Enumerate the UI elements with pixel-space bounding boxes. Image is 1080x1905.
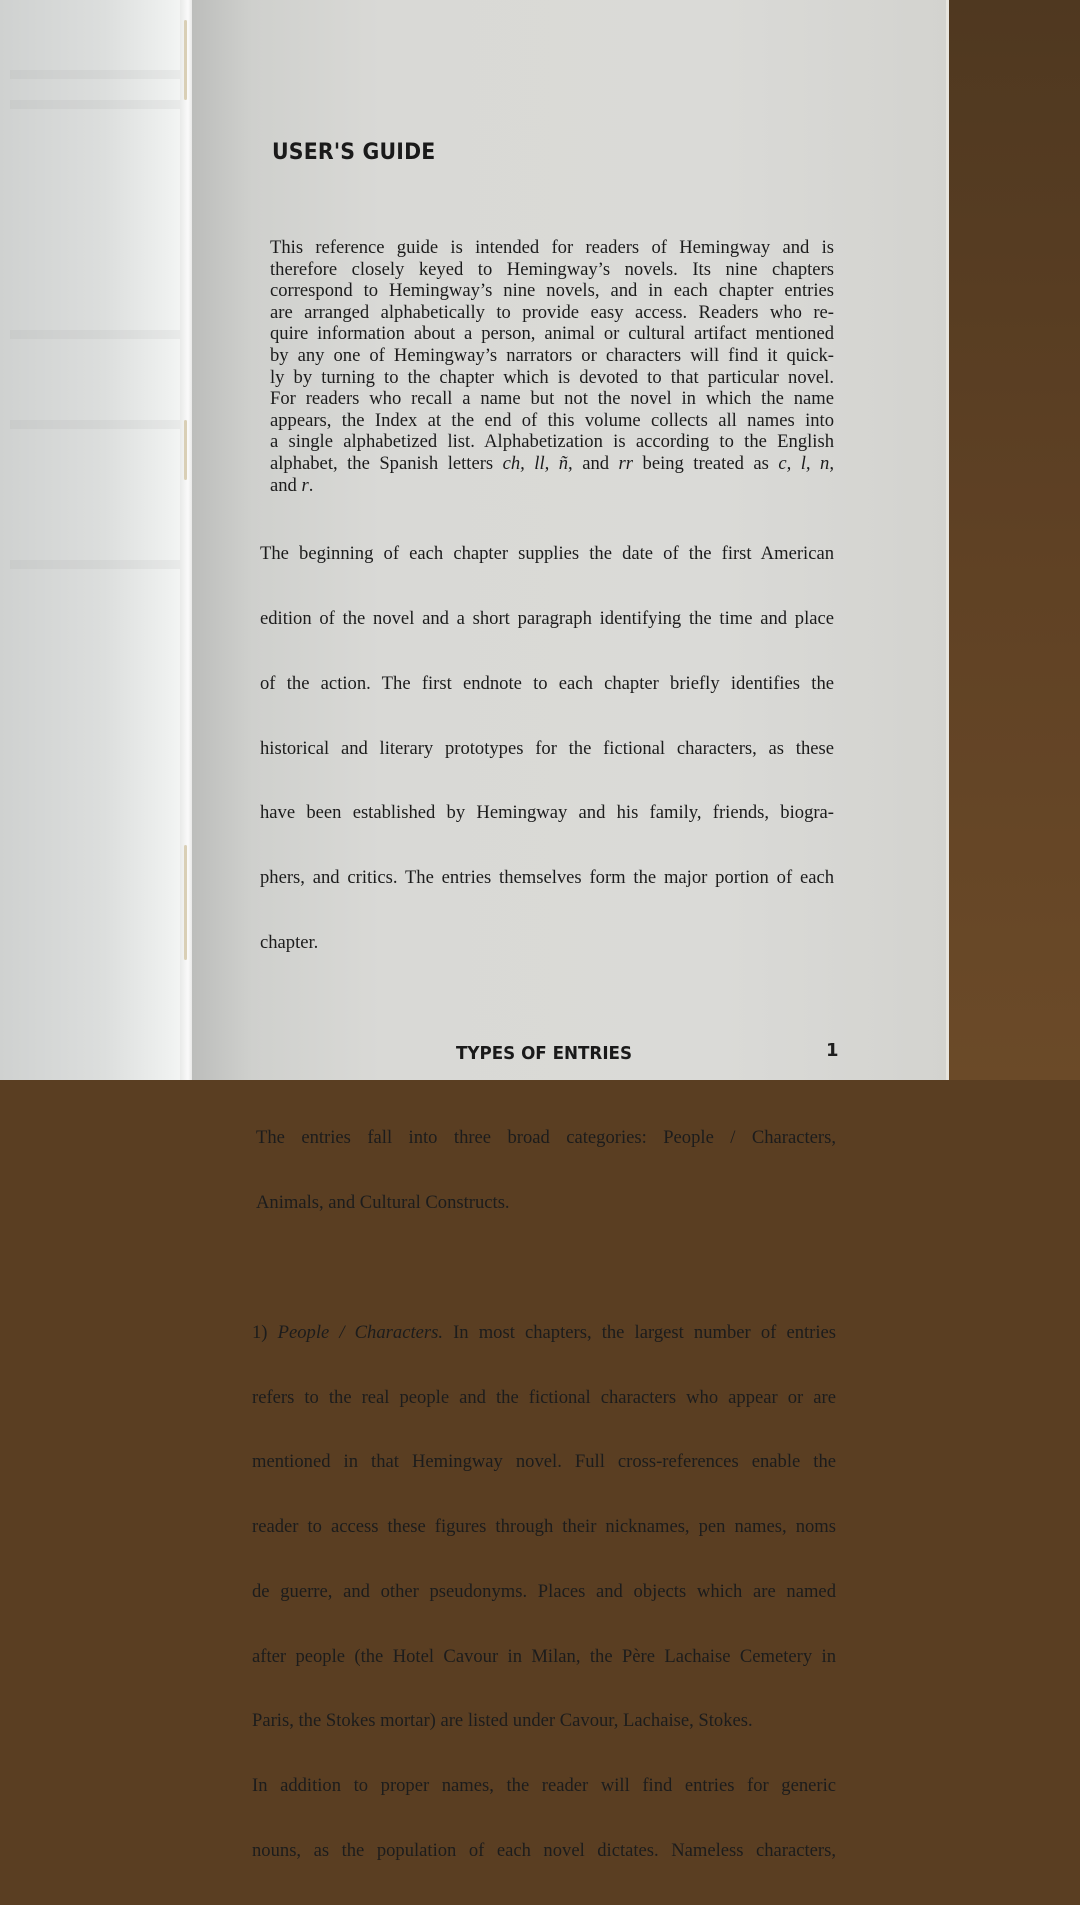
text-line: mentioned in that Hemingway novel. Full cross-references enable the bbox=[252, 1451, 836, 1473]
text-line: de guerre, and other pseudonyms. Places and objects which are named bbox=[252, 1580, 836, 1602]
text-run: and bbox=[572, 452, 619, 474]
page-number: 1 bbox=[826, 1040, 839, 1061]
text-line: edition of the novel and a short paragraph identifying the time and place bbox=[260, 608, 834, 630]
text-run: alphabet, the Spanish letters bbox=[270, 452, 503, 474]
text-line: therefore closely keyed to Hemingway’s novels. Its nine chapters bbox=[270, 258, 834, 280]
text-line: quire information about a person, animal or cultural artifact mentioned bbox=[270, 323, 834, 345]
left-page bbox=[0, 0, 190, 1080]
people-characters-paragraph bbox=[252, 1279, 836, 1905]
text-line: Animals, and Cultural Constructs. bbox=[256, 1191, 510, 1213]
text-line: appears, the Index at the end of this volume collects all names into bbox=[270, 409, 834, 431]
text-line: This reference guide is intended for readers of Hemingway and is bbox=[270, 237, 834, 258]
text-line bbox=[270, 453, 834, 475]
italic-run: rr bbox=[618, 452, 634, 474]
italic-run: r bbox=[301, 474, 309, 496]
text-line bbox=[252, 1322, 836, 1344]
text-line: are arranged alphabetically to provide easy access. Readers who re- bbox=[270, 301, 834, 323]
text-line: historical and literary prototypes for the fictional characters, as these bbox=[260, 737, 834, 759]
text-line: have been established by Hemingway and his family, friends, biogra- bbox=[260, 802, 834, 824]
categories-paragraph bbox=[256, 1084, 836, 1257]
text-run: In most chapters, the largest number of entries bbox=[442, 1321, 837, 1343]
text-line: refers to the real people and the fictional characters who appear or are bbox=[252, 1386, 836, 1408]
text-line: In addition to proper names, the reader will find entries for generic bbox=[252, 1775, 836, 1797]
text-run: being treated as bbox=[633, 452, 779, 474]
bleed-through-line bbox=[10, 560, 180, 569]
bleed-through-line bbox=[10, 330, 180, 339]
page-text bbox=[250, 140, 838, 1905]
text-line: Paris, the Stokes mortar) are listed under Cavour, Lachaise, Stokes. bbox=[252, 1710, 753, 1732]
italic-run: c, l, n, bbox=[778, 452, 834, 474]
intro-paragraph bbox=[270, 237, 834, 496]
text-line: nouns, as the population of each novel dictates. Nameless characters, bbox=[252, 1839, 836, 1861]
binding-stitch bbox=[184, 20, 187, 100]
text-line: after people (the Hotel Cavour in Milan, the Père Lachaise Cemetery in bbox=[252, 1645, 836, 1667]
text-run: 1) bbox=[252, 1321, 278, 1343]
text-line: by any one of Hemingway’s narrators or characters will find it quick- bbox=[270, 344, 834, 366]
text-line: For readers who recall a name but not the novel in which the name bbox=[270, 388, 834, 410]
italic-run: ch, ll, ñ, bbox=[502, 452, 573, 474]
text-line: chapter. bbox=[260, 932, 319, 953]
text-line: phers, and critics. The entries themselves form the major portion of each bbox=[260, 867, 834, 889]
text-line: reader to access these figures through their nicknames, pen names, noms bbox=[252, 1516, 836, 1538]
binding-stitch bbox=[184, 845, 187, 960]
table-backdrop bbox=[949, 0, 1080, 1080]
section-heading: TYPES OF ENTRIES bbox=[455, 1042, 633, 1064]
text-line: a single alphabetized list. Alphabetization is according to the English bbox=[270, 431, 834, 453]
bleed-through-line bbox=[10, 100, 180, 109]
text-line: of the action. The first endnote to each chapter briefly identifies the bbox=[260, 672, 834, 694]
text-line bbox=[270, 475, 834, 497]
text-run: . bbox=[308, 474, 314, 496]
italic-run: People / Characters. bbox=[277, 1321, 443, 1343]
text-line: The entries fall into three broad categories: People / Characters, bbox=[256, 1126, 836, 1148]
page-title: USER'S GUIDE bbox=[272, 140, 436, 165]
chapter-structure-paragraph bbox=[260, 500, 834, 997]
text-line: The beginning of each chapter supplies the date of the first American bbox=[260, 543, 834, 565]
text-line: correspond to Hemingway’s nine novels, and in each chapter entries bbox=[270, 280, 834, 302]
text-run: and bbox=[270, 474, 302, 496]
bleed-through-line bbox=[10, 420, 180, 429]
binding-stitch bbox=[184, 420, 187, 480]
text-line: ly by turning to the chapter which is devoted to that particular novel. bbox=[270, 366, 834, 388]
bleed-through-line bbox=[10, 70, 180, 79]
